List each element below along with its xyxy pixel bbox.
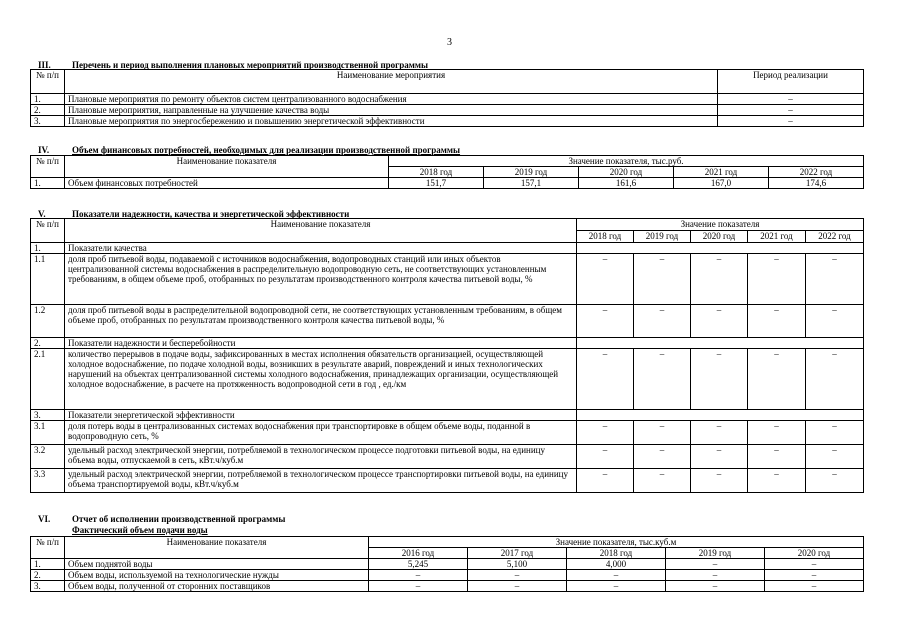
row-value: – — [806, 445, 864, 469]
table-row — [31, 559, 864, 570]
section-5-number: V. — [38, 209, 46, 219]
table-row — [31, 105, 864, 116]
col-name-header: Наименование показателя — [65, 537, 369, 559]
section-4-number: IV. — [38, 145, 50, 155]
row-value: – — [468, 581, 567, 592]
row-value: – — [666, 570, 765, 581]
year-header: 2019 год — [666, 548, 765, 559]
row-value: – — [577, 305, 634, 338]
row-name: Показатели надежности и бесперебойности — [65, 338, 577, 349]
year-header: 2020 год — [579, 167, 674, 178]
row-num: 1.1 — [31, 254, 65, 305]
row-value: 174,6 — [769, 178, 864, 189]
row-value: – — [369, 570, 468, 581]
year-header: 2020 год — [691, 231, 748, 243]
row-period: – — [718, 116, 864, 127]
row-value: – — [468, 570, 567, 581]
year-header: 2021 год — [748, 231, 806, 243]
year-header: 2019 год — [484, 167, 579, 178]
row-value: – — [567, 581, 666, 592]
row-name: доля потерь воды в централизованных системах водоснабжения при транспортировке в общем объеме воды, поданной в водопроводную сеть, % — [65, 421, 577, 445]
row-num: 1. — [31, 178, 65, 189]
row-num: 2. — [31, 338, 65, 349]
row-value: – — [748, 421, 806, 445]
row-name: Плановые мероприятия по энергосбережению и повышению энергетической эффективности — [65, 116, 718, 127]
row-value: – — [765, 581, 864, 592]
table-row-group — [31, 410, 864, 421]
col-num-header: № п/п — [31, 537, 65, 559]
row-value: – — [577, 254, 634, 305]
row-value: 167,0 — [674, 178, 769, 189]
row-num: 2. — [31, 570, 65, 581]
row-num: 3.3 — [31, 469, 65, 493]
section-4-title: Объем финансовых потребностей, необходимых для реализации производственной программы — [72, 145, 461, 155]
col-name-header: Наименование показателя — [65, 156, 389, 178]
row-value: – — [806, 421, 864, 445]
row-num: 3. — [31, 581, 65, 592]
row-name: Объем поднятой воды — [65, 559, 369, 570]
row-name: доля проб питьевой воды в распределительной водопроводной сети, не соответствующих установленным требованиям, в общем объеме проб, отобранных по результатам производственного контроля качества питьевой воды, % — [65, 305, 577, 338]
table-row — [31, 445, 864, 469]
year-header: 2018 год — [567, 548, 666, 559]
col-value-header: Значение показателя, тыс.куб.м — [369, 537, 864, 548]
row-name: удельный расход электрической энергии, потребляемой в технологическом процессе подготовки питьевой воды, на единицу объема воды, отпускаемой в сеть, кВт.ч/куб.м — [65, 445, 577, 469]
row-value: – — [806, 305, 864, 338]
row-value: – — [748, 305, 806, 338]
row-value: 5,100 — [468, 559, 567, 570]
year-header: 2022 год — [769, 167, 864, 178]
row-value: – — [691, 445, 748, 469]
section-6-number: VI. — [38, 514, 51, 524]
row-value: – — [806, 349, 864, 410]
row-name: Плановые мероприятия, направленные на улучшение качества воды — [65, 105, 718, 116]
col-period-header: Период реализации — [718, 70, 864, 94]
row-value: – — [806, 254, 864, 305]
table-row — [31, 469, 864, 493]
row-value: – — [577, 469, 634, 493]
section-4-table — [30, 155, 864, 189]
row-value: – — [765, 559, 864, 570]
row-num: 3. — [31, 410, 65, 421]
row-num: 1.2 — [31, 305, 65, 338]
row-value: – — [634, 254, 691, 305]
row-value: – — [634, 445, 691, 469]
row-name: удельный расход электрической энергии, потребляемой в технологическом процессе транспортировки питьевой воды, на единицу объема транспортируемой воды, кВт.ч/куб.м — [65, 469, 577, 493]
row-period: – — [718, 105, 864, 116]
row-name: Плановые мероприятия по ремонту объектов систем централизованного водоснабжения — [65, 94, 718, 105]
year-header: 2018 год — [389, 167, 484, 178]
row-name: количество перерывов в подаче воды, зафиксированных в местах исполнения обязательств организацией, осуществляющей холодное водоснабжение, по подаче холодной воды, возникших в результате аварий, повреждений и иных технологических нарушений на объектах централизованной системы холодного водоснабжения, принадлежащих организации, осуществляющей холодное водоснабжение, в расчете на протяженность водопроводной сети в год , ед./км — [65, 349, 577, 410]
row-value: – — [634, 469, 691, 493]
row-value: – — [577, 445, 634, 469]
section-5-table — [30, 218, 864, 493]
row-num: 2. — [31, 105, 65, 116]
table-row — [31, 349, 864, 410]
row-num: 3. — [31, 116, 65, 127]
section-6-heading — [38, 514, 285, 524]
row-value: – — [691, 305, 748, 338]
row-name: Объем финансовых потребностей — [65, 178, 389, 189]
col-num-header: № п/п — [31, 156, 65, 178]
row-value: – — [691, 469, 748, 493]
row-value: – — [748, 445, 806, 469]
year-header: 2019 год — [634, 231, 691, 243]
table-row — [31, 94, 864, 105]
col-name-header: Наименование мероприятия — [65, 70, 718, 94]
table-row — [31, 305, 864, 338]
row-num: 1. — [31, 94, 65, 105]
row-period: – — [718, 94, 864, 105]
row-value: – — [748, 254, 806, 305]
row-value: – — [369, 581, 468, 592]
row-value: – — [691, 254, 748, 305]
year-header: 2016 год — [369, 548, 468, 559]
col-value-header: Значение показателя — [577, 219, 864, 231]
section-4-heading — [38, 145, 460, 155]
year-header: 2018 год — [577, 231, 634, 243]
row-name: доля проб питьевой воды, подаваемой с источников водоснабжения, водопроводных станций или иных объектов централизованной системы водоснабжения в распределительную водопроводную сеть, не соответствующих установленным требованиям, в общем объеме проб, отобранных по результатам производственного контроля качества питьевой воды, % — [65, 254, 577, 305]
row-value: – — [806, 469, 864, 493]
table-row — [31, 178, 864, 189]
row-name: Объем воды, используемой на технологические нужды — [65, 570, 369, 581]
row-value: – — [577, 349, 634, 410]
row-num: 2.1 — [31, 349, 65, 410]
section-3-title: Перечень и период выполнения плановых мероприятий производственной программы — [72, 60, 429, 70]
row-value: – — [666, 581, 765, 592]
col-num-header: № п/п — [31, 219, 65, 243]
table-row-group — [31, 243, 864, 254]
year-header: 2020 год — [765, 548, 864, 559]
row-num: 3.2 — [31, 445, 65, 469]
row-value: 157,1 — [484, 178, 579, 189]
row-value: – — [691, 349, 748, 410]
section-3-number: III. — [38, 60, 51, 70]
row-value: – — [567, 570, 666, 581]
row-value: 4,000 — [567, 559, 666, 570]
year-header: 2022 год — [806, 231, 864, 243]
row-value: 161,6 — [579, 178, 674, 189]
row-value: – — [634, 305, 691, 338]
row-value: – — [666, 559, 765, 570]
col-value-header: Значение показателя, тыс.руб. — [389, 156, 864, 167]
row-value: – — [765, 570, 864, 581]
row-num: 1. — [31, 243, 65, 254]
section-3-table — [30, 69, 864, 127]
row-value: – — [748, 469, 806, 493]
row-num: 3.1 — [31, 421, 65, 445]
table-row — [31, 254, 864, 305]
row-value: – — [634, 421, 691, 445]
section-6-title: Отчет об исполнении производственной программы — [72, 514, 286, 524]
col-name-header: Наименование показателя — [65, 219, 577, 243]
year-header: 2017 год — [468, 548, 567, 559]
table-row — [31, 421, 864, 445]
table-row — [31, 570, 864, 581]
year-header: 2021 год — [674, 167, 769, 178]
row-value: – — [577, 421, 634, 445]
page-number: 3 — [447, 37, 452, 48]
section-6-table — [30, 536, 864, 592]
row-value: 5,245 — [369, 559, 468, 570]
section-6-subtitle: Фактический объем подачи воды — [72, 525, 208, 535]
table-row — [31, 581, 864, 592]
row-value: 151,7 — [389, 178, 484, 189]
row-name: Объем воды, полученной от сторонних поставщиков — [65, 581, 369, 592]
table-row — [31, 116, 864, 127]
row-value: – — [691, 421, 748, 445]
row-name: Показатели энергетической эффективности — [65, 410, 577, 421]
col-num-header: № п/п — [31, 70, 65, 94]
table-row-group — [31, 338, 864, 349]
section-5-title: Показатели надежности, качества и энергетической эффективности — [72, 209, 350, 219]
row-value: – — [634, 349, 691, 410]
row-num: 1. — [31, 559, 65, 570]
row-name: Показатели качества — [65, 243, 577, 254]
row-value: – — [748, 349, 806, 410]
